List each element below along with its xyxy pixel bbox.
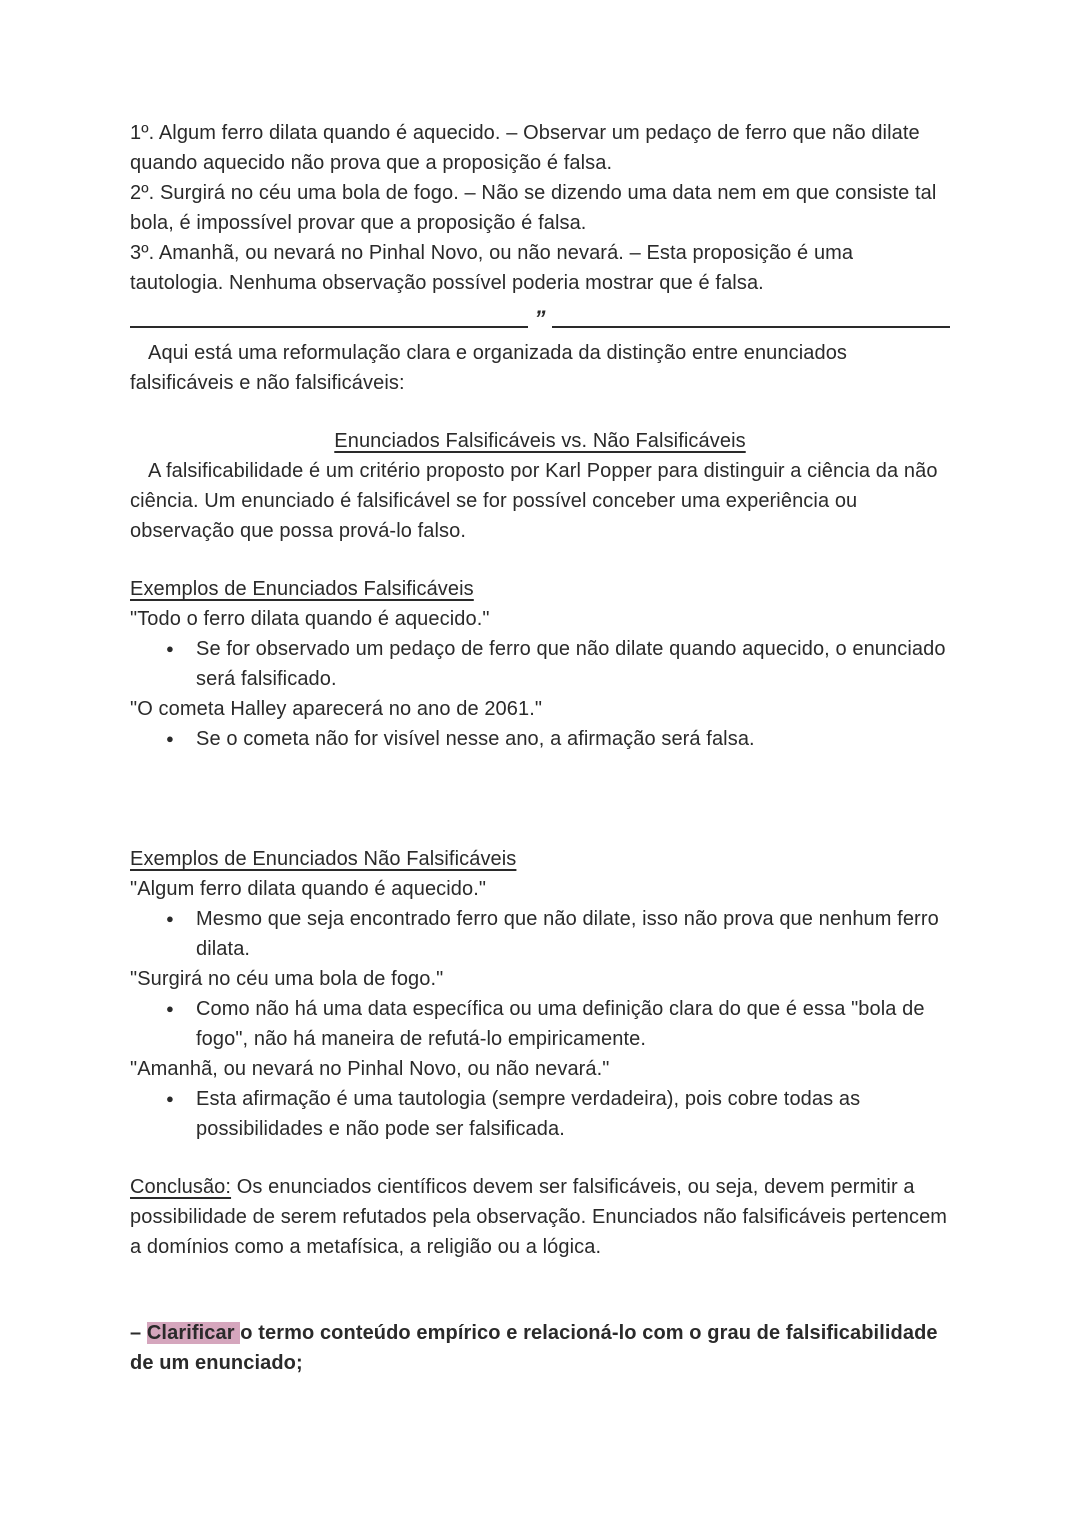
example-statement: "Algum ferro dilata quando é aquecido." [130,878,487,900]
numbered-note-1: 1º. Algum ferro dilata quando é aquecido. – Observar um pedaço de ferro que não dilate quando aquecido não prova que a proposição é falsa. [130,122,920,174]
example-note-bullet: ● Esta afirmação é uma tautologia (sempre verdadeira), pois cobre todas as possibilidades e não pode ser falsificada. [130,1084,950,1144]
divider-line-right [552,326,950,328]
conclusion-text: Os enunciados científicos devem ser falsificáveis, ou seja, devem permitir a possibilidade de serem refutados pela observação. Enunciados não falsificáveis pertencem a domínios como a metafísica, a religião ou a lógica. [130,1176,948,1258]
numbered-note-2: 2º. Surgirá no céu uma bola de fogo. – Não se dizendo uma data nem em que consiste tal bola, é impossível provar que a proposição é falsa. [130,182,937,234]
example-statement: "Todo o ferro dilata quando é aquecido." [130,608,490,630]
quote-divider [130,302,950,331]
task-dash: – [130,1322,147,1344]
task-highlight: Clarificar [146,1322,241,1344]
divider-line-left [130,326,528,328]
example-note-bullet: ● Se for observado um pedaço de ferro que não dilate quando aquecido, o enunciado será falsificado. [130,634,950,694]
document-title [130,426,950,456]
section-heading-falsifiable [130,574,950,604]
section-heading-non-falsifiable-text: Exemplos de Enunciados Não Falsificáveis [130,848,517,870]
example-statement: "Amanhã, ou nevará no Pinhal Novo, ou não nevará." [130,1058,610,1080]
task-paragraph [130,1318,950,1378]
section-heading-non-falsifiable [130,844,950,874]
example-note-bullet: ● Mesmo que seja encontrado ferro que não dilate, isso não prova que nenhum ferro dilata. [130,904,950,964]
intro-paragraph: Aqui está uma reformulação clara e organizada da distinção entre enunciados falsificáveis e não falsificáveis: [130,342,848,394]
example-note-bullet: ● Como não há uma data específica ou uma definição clara do que é essa "bola de fogo", não há maneira de refutá-lo empiricamente. [130,994,950,1054]
example-statement: "O cometa Halley aparecerá no ano de 2061." [130,698,543,720]
task-text: o termo conteúdo empírico e relacioná-lo com o grau de falsificabilidade de um enunciado; [130,1322,938,1374]
document-title-text: Enunciados Falsificáveis vs. Não Falsificáveis [334,430,746,452]
example-note-bullet: ● Se o cometa não for visível nesse ano, a afirmação será falsa. [130,724,950,754]
numbered-note-3: 3º. Amanhã, ou nevará no Pinhal Novo, ou não nevará. – Esta proposição é uma tautologia. Nenhuma observação possível poderia mostrar que é falsa. [130,242,854,294]
example-statement: "Surgirá no céu uma bola de fogo." [130,968,444,990]
definition-paragraph: A falsificabilidade é um critério proposto por Karl Popper para distinguir a ciência da não ciência. Um enunciado é falsificável se for possível conceber uma experiência ou observação que possa prová-lo falso. [130,460,938,542]
closing-quote-mark: ” [534,306,546,331]
conclusion-label: Conclusão: [130,1176,232,1198]
conclusion-paragraph [130,1172,950,1262]
section-heading-falsifiable-text: Exemplos de Enunciados Falsificáveis [130,578,474,600]
